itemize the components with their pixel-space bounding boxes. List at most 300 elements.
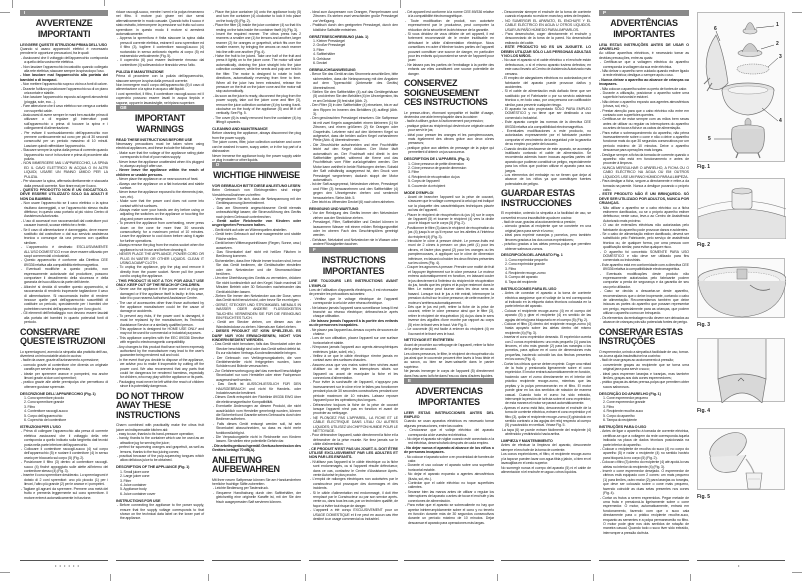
paragraph: Les cônes presseurs, le filtre, le récipient de récupération du jus ainsi que le couvercle peuvent être lavés à l'eau tiède et au savon, ou bien se laver-vaisselle dans le panier supérieur. (404, 351, 494, 369)
paragraph: No sumergir nunca el cuerpo del aparato (5) ni el cable de alimentación ni el enchufe en agua u otros líquidos. (501, 465, 591, 474)
figure-4-label: Fig. 4 (697, 408, 711, 414)
bullet-item: - cómodo gracias al recipiente que se convierte en una original jarra para servir el zumo; (502, 224, 591, 233)
bullet-item: - The cover (6) is easily removed from the container (4) by lifting it upwards. (213, 115, 301, 125)
bullet-item: - Débranchez toujours la fiche de la prise de courant lorsque l'appareil n'est pas en fonction et avant de procéder au nettoyage. (310, 402, 398, 416)
page-number-right: • (738, 563, 741, 568)
section-french-cont (404, 10, 494, 76)
bullet-item: - Certificar-se de estar sempre com as mãos bem secas antes de utilizar ou regular os interruptores do aparelho ou antes de tocar a ficha e os cabos de alimentação. (600, 117, 689, 131)
bullet-item: - Pour éviter la surchauffe de l'appareil, n'appuyez pas incessamment sur le cône et ne le faites pas fonctionner pendant plus de 30 secondes consécutives pendant une période maximum de 10 minutes. Laissez reposer l'appareil pour les opérations plus longues. (310, 380, 398, 403)
numbered-item: 6. Coperchio del contenitore (24, 418, 67, 423)
subheading: READ THESE INSTRUCTIONS BEFORE USE (116, 137, 193, 142)
bullet-item: - Para desligar a ficha, segure-a directamente e retire-a da tomada na parede. Nunca a desligue puxando o próprio cabo. (600, 179, 689, 192)
language-tab: I (20, 10, 108, 16)
section-title: AVVERTENZE IMPORTANTI (35, 18, 93, 39)
paragraph: riduce raccogli-succo, mentre i semi e la polpa rimarranno nel filtro. Il motore può girare nei due sensi alternativamente in modo casuale. Quando tutto il succo è stato estratto, interrompere la pressione sul frutto sul cono spremitore: in questo modo il motore si arresterà automaticamente. (116, 10, 204, 37)
bullet-item: - Ne placez pas l'appareil au-dessus ou près de sources de chaleur. (310, 327, 398, 336)
section-italian-warnings (20, 10, 108, 325)
numbered-item: 5. Appliance body (120, 487, 147, 492)
bullet-item: - Prestar atenção para que o cabo eléctrico não entre em contacto com superfícies quentes. (600, 108, 689, 117)
bullet-item: - Praktisch durch den geeigneten Presskegel, durch den köstliche Saftsäfte entstehen. (310, 23, 398, 32)
numbered-item: 2. Cono exprimidor grande (505, 262, 545, 267)
language-tab: P (599, 10, 689, 16)
bullet-item: - Desconectar siempre el enchufe de la toma de corriente cuando el aparato no está en marcha y antes de limpiarlo. (502, 10, 591, 19)
bullet-item: - To prevent the appliance from overheating, never press down on the cone for more than 30 seconds consecutively, for a maximum period of 10 minutes. Leave the appliance to cool down before using it again for further operations. (117, 221, 204, 243)
bullet-item: - NO SUMERGIR EL APARATO, EL ENCHUFE Y EL CABLE ELÉCTRICO EN AGUA U OTROS LÍQUIDOS. USAR UN PAÑO HÚMEDO PARA LIMPIARLOS. (502, 18, 591, 32)
bullet-item: - Leichte Bedienung per Tastendruck. (213, 486, 269, 491)
warning-bold: - No dejar nunca el aparato al alcance de los niños o de personas incapaces. (404, 445, 494, 455)
numbered-item: 1. Small juicer cone (120, 469, 150, 474)
bullet-item: - Não deixar o aparelho sem cuidado quando estiver ligado à rede eléctrica; desligue-o sempre após o uso. (600, 68, 689, 78)
bullet-item: - Gerät nicht auf oder an Wärmequellen abstellen. (213, 227, 288, 232)
bullet-item: - fácil de usar, gracias al accionamiento a presión; (502, 220, 576, 225)
bullet-item: - Per evitare il surriscaldamento dell'apparecchio non premere continuamente sul cono per più di 30 secondi consecutivi per un periodo massimo di 10 minuti. Lasciare quindi raffreddare l'apparecchio. (21, 130, 108, 148)
numbered-item: 6. Deckel (313, 60, 328, 65)
footer-rule (404, 560, 494, 561)
bullet-item: - No usar el aparato si el cable eléctrico o el enchufe están defectuosos, o si el mismo aparato tuviera defectos; en este caso llevarlo al Centro de Asistencia Autorizado más cercano. (502, 58, 591, 76)
numbered-item: 1. Cone espremedor pequeno (603, 396, 649, 401)
bullet-item: - fácil de usar graças ao accionamento à pressão; (600, 358, 674, 363)
numbered-item: 3. Filter (313, 47, 325, 52)
column-spanish (501, 10, 591, 474)
bullet-item: - Per staccare la spina, afferrarla direttamente e staccarla dalla presa di corrente. Non tirare mai per il cavo. (21, 179, 108, 188)
column-english-german (212, 10, 301, 504)
subheading: REINIGUNG UND WARTUNG (309, 206, 359, 211)
bullet-item: - Das Gerät nicht benutzen, falls das Stromkabel oder der Stecker beschädigt sind oder das Gerät selbst defekt ist. Es zur nächsten Vertrags-Kundendienststelle bringen. (213, 342, 301, 356)
bullet-item: - práctico gracias a las aletas prensa-pulpa que permiten obtener sabrosos zumos. (502, 242, 591, 251)
numbered-item: 5. Corpo do aparelho (603, 413, 635, 418)
bullet-item: - Presskegel, Filter, Saftbehälter und Deckel können in lauwarmem Wasser mit einem milden Reinigungsmittel oder im oberen Fach des Geschirrspülers gereinigt werden. (310, 220, 398, 238)
warning-bold: - DIESES PRODUKT IST KEIN SPIELZEUG. ES DARF NUR VON ERWACHSENEN, NICHT VON KINDERN BEDIENT WERDEN. (212, 329, 301, 343)
bullet-item: - Vérifiez que le voltage électrique de l'appareil corresponde à celui de votre réseau électrique. (310, 296, 398, 306)
numbered-item: 2. Cone espremedor grande (603, 400, 646, 405)
subheading: DESCRIPCIÓN DEL APARATO Fig. 1 (501, 253, 563, 258)
bullet-item: - Gerät keinen Witterungseinflüssen (Regen, Sonne, usw.) aussetzen. (213, 241, 301, 250)
figure-1-label: Fig. 1 (697, 164, 711, 170)
bullet-item: - Si le câble d'alimentation est endommagé, il doit être remplacé par le Constructeur ou par son service après-vente ou, dans tous les cas, par un technicien qualifié, de façon à éviter tout risque de danger. (310, 490, 398, 508)
crop-mark (792, 572, 802, 573)
figure-5-pouring-juice (697, 428, 785, 490)
section-title: IMPORTANT WARNINGS (134, 113, 186, 135)
bullet-item: - Ne laissez jamais l'appareil sans surveillance lorsqu'il est branché au réseau électrique; débranchez-le après chaque utilisation. (310, 305, 398, 319)
bullet-item: - ideale per spremere arance e pompelmi, ma anche limoni grazie ai due coni spremitori; (21, 371, 108, 380)
section-title: ANLEITUNG AUFBEWAHREN (212, 454, 280, 475)
callout-2: 2 (776, 41, 779, 47)
paragraph: Non immergere mai il corpo dell'apparecchio (5) il cavo di alimentazione o la spina in acqua o altri liquidi. (116, 83, 204, 92)
bullet-item: - Um eine Überhitzung des Geräts zu vermeiden, drücken Sie nicht kontinuierlich auf den Kegel. Nach maximal 10 Minuten Betrieb oder 30 Sekunden nacheinander das Gerät abkühlen lassen. (213, 276, 301, 294)
paragraph: Avant de procéder au nettoyage de l'appareil, retirer la fiche de la prise de courant. (404, 342, 494, 352)
numbered-item: 6. Couvercle du récipient (408, 183, 446, 188)
paragraph: Cuando se usan aparatos eléctricos es necesario tomar algunas precauciones, entre las cuales: (404, 419, 494, 428)
bullet-item: - Das Gerät ist AUSSCHLIESSLICH FÜR DEN HAUSGEBRAUCH und nicht für Handels- oder Industriezwecke bestimmt. (213, 382, 301, 395)
bullet-item: - Colocar el filtro (3) dentro del recipiente recoge-zumo (4) hasta apoyarlo sobre las aletas dentro del mismo recipiente (4) (Fig. 3). (502, 322, 591, 335)
paragraph: Ne jamais immerger le corps de l'appareil (5) directement dans l'eau avec la fiche dans l'eau ou dans d'autres liquides. (404, 369, 494, 378)
bullet-item: - NEVER PLACE THE APPLIANCE, POWER CORD OR PLUG IN WATER OR OTHER LIQUIDS. CLEAN IT USING A DAMP CLOTH. (117, 252, 204, 265)
bullet-item: - Inserire il cono spremitore desiderato. Lo spremiagrumi è dotato di 2 coni spremitori: uno più piccolo (1) per i limoni, l'altro più grande (2) per le arance e i pompelmi. (21, 473, 108, 487)
bullet-item: - Colocar o recipiente de recolha do suco (4) no corpo do aparelho (5) e rodar o recipiente (4) no sentido horário para bloqueá-lo no corpo (5) (Fig. 2). (600, 447, 689, 460)
bullet-item: - Para evitar o sobreaquecimento do aparelho, não prima incessantemente sobre o cone e não o deixe o aparelho funcionar mais do que 30 segundos consecutivos por um período máximo de 10 minutos. Deixe o aparelho descansar para operações mais longas. (600, 130, 689, 153)
numbered-item: 5. Corpo dell'apparecchio (24, 413, 63, 418)
bullet-item: - This appliance complies with the EEC 89/336 Directive with regard to electromagnetic compatibility. (117, 335, 204, 345)
bullet-item: - Il coperchio (6) può essere facilmente rimosso dal contenitore (4) sollevandolo e tirandolo verso l'alto. (117, 58, 204, 67)
subheading: ISTRUZIONI PER L'USO (20, 425, 61, 429)
subheading: GERÄTEBESCHREIBUNG (Abb. 1) (309, 34, 369, 39)
subheading: LIRE TOUJOURS LES INSTRUCTIONS AVANT L'EMPLOI (309, 279, 398, 288)
subheading: LEER ESTAS INSTRUCCIONES ANTES DEL EMPLEO (404, 410, 494, 419)
bullet-item: - Se il cavo di alimentazione è danneggiato, deve essere sostituito dal costruttore o dal suo servizio assistenza tecnica o comunque da una persona con qualifica similare. (21, 227, 108, 245)
bullet-item: - Cortar los cítricos que se deben exprimir. Coger una mitad de la fruta y presionarla ligeramente sobre el cono exprimidor. El motor entrará automáticamente en función, haciendo caer el zumo directamente en el interior del práctico recipiente recoge-zumo, mientras que las pepitas y la pulpa permanecerán en el filtro. El motor puede girar en los dos sentidos de rotación de manera casual. Cuando todo el zumo ha sido extraído, interrumpir la presión de la fruta sobre el cono exprimidor; de esta manera el motor se parará automáticamente. (502, 361, 591, 406)
page-number-left: • • • • • • (55, 563, 80, 568)
section-english-cont (212, 10, 301, 162)
subheading: INSTRUÇÕES PARA O USO (599, 425, 647, 429)
paragraph: Los conos exprimidores, el filtro, el recipiente recoge-zumo y la tapa se pueden lavar con agua tibia y jabón, o bien en el lavavajillas en el cesto superior. (501, 452, 591, 466)
bullet-item: - comodo grazie al contenitore che diventa un originale caraffa per servire la spremuta; (21, 362, 108, 372)
crop-mark (593, 574, 594, 581)
paragraph: O espremedor, unindo a simpatia à facilidade de uso, tornar-se-á uma ajuda insubstituível na cozinha: (599, 349, 689, 358)
section-portuguese-keep (599, 325, 689, 536)
crop-mark (0, 12, 10, 13)
bullet-item: - Tagliare gli agrumi da spremere. Premere una metà del frutto e premerla leggermente sul cono spremitore. Il motore entrerà automaticamente in funzione. (21, 486, 108, 500)
bullet-item: - N'exposez jamais l'appareil aux agents atmosphériques extérieurs (pluie, soleil, etc.). (310, 345, 398, 354)
bullet-item: - facile da usare, grazie all'azionamento a pressione; (21, 358, 100, 363)
bullet-item: - Não colocar o aparelho sobre ou perto de fontes de calor. (600, 86, 687, 91)
column-italian-english (116, 10, 204, 521)
bullet-item: - Never leave the appliance unattended when it is plugged in; always unplug it after use. (117, 159, 204, 168)
bullet-item: - Controlar que el cable eléctrico no toque superficies calientes. (405, 481, 494, 490)
bullet-item: - Caso se decida a descartar-se deste aparelho, recomendamos que o deixe inoperante, cortando o cabo de alimentação. Recomendamos também que deixe inócuas as partes do aparelho que possam representar um perigo, especialmente para as crianças, que podem utilizar o aparelho como um brinquedo. (600, 289, 689, 316)
bullet-item: - Never place the appliance on or near sources of heat. (117, 177, 199, 182)
callout-6: 6 (714, 26, 717, 32)
bullet-item: - ideal para exprimir naranjas y pomelos, pero también limones gracias a los dos conos exprimidores; (502, 233, 591, 242)
bullet-item: - prático graças às aletas prensa-polpa que permitem obter sucos saborosos. (600, 380, 689, 389)
paragraph: Ao utilizar aparelhos eléctricos, é necessário tomar as devidas precauções, entre as quais: (599, 51, 689, 60)
paragraph: Prima di procedere con la pulizia dell'apparecchio, staccare sempre la spina dalla presa di corrente. (116, 74, 204, 83)
bullet-item: - Pour débrancher l'appareil, saisir directement la fiche et la débrancher de la prise murale. Ne tirez jamais sur le câble d'alimentation. (310, 433, 398, 447)
crop-mark (208, 574, 209, 581)
bullet-item: - Gerät am Stecker ziehen, um diesen aus der Wandsteckdose zu ziehen. Niemals am Kabel ziehen. (213, 320, 301, 329)
numbered-item: 6. Juice container cover (120, 491, 156, 496)
bullet-item: - Lors de son utilisation, placez l'appareil sur une surface horizontale et stable. (310, 336, 398, 345)
section-french-keep (404, 76, 494, 378)
numbered-item: 1. Cono exprimidor pequeño (505, 257, 548, 262)
numbered-item: 5. Cuerpo del aparato (505, 275, 538, 280)
bullet-item: - Avant de brancher l'appareil sur la prise de courant, s'assurer que le voltage correspond à celui qui est indiqué sur la plaquette des caractéristiques techniques placée au bas de l'appareil. (405, 194, 494, 213)
bullet-item: - Secarse bien las manos antes de utilizar o regular los interruptores del aparato o antes de tocar el enchufe y las conexiones de alimentación. (405, 489, 494, 503)
bullet-item: - Durante l'utilizzo posizionare l'apparecchio su di un piano orizzontale e stabile. (21, 86, 108, 95)
bullet-item: - Never leave the appliance exposed to the elements (rain, sun, etc). (117, 190, 204, 199)
bullet-item: - Das Stromkabel darf nicht mit heißen Flächen in Berührung kommen. (213, 249, 301, 259)
section-german-warnings (212, 162, 301, 452)
section-german-keep (212, 453, 301, 504)
bullet-item: - Este aparelho está em conformidade com a directiva CEE 89/336 relativa à compatibilidade electromagnética. (600, 262, 689, 272)
paragraph: Quando si usano apparecchi elettrici è necessario prendere le opportune precauzioni, fra le quali: (20, 46, 108, 56)
bullet-item: - Ne laissez pas les parties de l'emballage à la portée des enfants car elles constituent une source potentielle de danger. (405, 62, 494, 76)
subheading: NETTOYAGE ET ENTRETIEN (404, 338, 454, 343)
warning-bold: - ESTE PRODUTO NÃO É UM BRINQUEDO. SÓ DEVE SER UTILIZADO POR ADULTOS, NUNCA POR CRIANÇAS. (599, 192, 689, 206)
section-italian-cleaning (116, 10, 204, 105)
numbered-item: 4. Recipiente recoge-zumo (505, 271, 546, 276)
bullet-item: - Durante a utilização, posicionar o aparelho sobre uma superfície horizontal e estável. (600, 90, 689, 100)
callout-3: 3 (779, 54, 782, 60)
subheading: MODE D'EMPLOI (404, 190, 434, 195)
paragraph: Mit Ihrer neuen Saftpresse können Sie am Handumdrehen herrliche fruchtige Säfte zubereiten. (212, 477, 301, 486)
paragraph: Lors de l'utilisation d'appareils électriques, il est nécessaire de prendre les précautions suivantes: (309, 287, 398, 297)
section-german-cont (309, 10, 398, 247)
bullet-item: - To unplug the appliance, grip the plug and remove it directly from the power socket. Never pull the power cord to unplug the appliance. (117, 265, 204, 279)
bullet-item: - Cortar os frutos a serem espremidos. Pegar metade de uma fruta e pressioná-la ligeiramente sobre o cone espremedor. O motor, automaticamente, entrará em funcionamento, fazendo com que o suco caia directamente para o prático recipiente recolhe-suco, enquanto as sementes e a polpa permanecerão no filtro. O motor pode girar nos dois sentidos de rotação de maneira casual. Quando todo o suco tiver sido extraído, interromper a pressão da fruta. (600, 495, 689, 535)
section-title: ADVERTENCIAS IMPORTANTES (415, 386, 483, 408)
bullet-item: - Dès que le jus est prêt, retirer la fiche de la prise de courant, retirer le cône presseur ainsi que le filtre (3), retirer le récipient de récupération (4) du jus dans le sens inverse des aiguilles d'une montre par rapport au corps (5) et en le tirant vers le haut. Voir Fig. 5. (405, 305, 494, 327)
crop-mark (104, 0, 105, 6)
bullet-item: - Ziehen Sie immer den Netzstecker aus der Dose, wenn das Gerät nicht benutzt wird, oder bevor Sie es reinigen. (213, 293, 301, 303)
callout-1: 1 (776, 22, 779, 28)
bullet-item: - Não deixar o aparelho exposto aos agentes atmosféricos (chuva, sol, etc.). (600, 99, 689, 109)
section-italian-keep (20, 325, 108, 500)
bullet-item: - idéal pour presser les oranges et les pamplemousses, mais également des citrons grâce aux deux cônes presseurs; (405, 132, 494, 146)
paragraph: Lo spremiagrumi, avendo la simpatia alla praticità dell'uso, diventerà un irrinunciabile aiuto in cucina: (20, 349, 108, 358)
numbered-item: 3. Filtro (505, 266, 517, 271)
bullet-item: - Assicurarsi che il voltaggio dell'apparecchio corrisponda a quello della vostra rete elettrica. (21, 55, 108, 65)
language-tab: GB (116, 105, 204, 111)
bullet-item: - Vergewissern Sie sich, dass die Netzspannung mit der Gerätespannung übereinstimmt. (213, 197, 301, 206)
bullet-item: - easy to use, thanks to its hand-pressure operation; (117, 432, 195, 436)
bullet-item: - Dieses Gerät entspricht der Richtlinie 89/336 EWG über die elektromagnetische Kompatibilität. (213, 395, 301, 404)
bullet-item: - facile à utiliser, grâce à l'actionnement par pression; (405, 119, 484, 124)
bullet-item: - No dejar el aparato sin vigilar cuando esté conectado a la red eléctrica, desenchufarlo después de cada empleo. (405, 437, 494, 446)
bullet-item: - Always use the appliance on a flat horizontal and stable surface. (117, 181, 204, 190)
numbered-item: 2. Cône presseur de grande dimension (408, 165, 467, 170)
bullet-item: - Este aparato cumple las normas de la directiva CEE 89/336 relativa a la compatibilidad electromagnética. (502, 120, 591, 129)
section-spanish-warnings (404, 378, 494, 525)
crop-mark (690, 574, 691, 581)
bullet-item: - Los elementos del embalaje no se tienen que dejar al alcance de los niños ya que constituyen fuentes potenciales de peligro. (502, 173, 591, 186)
bullet-item: - Non mettere l'apparecchio sopra o vicino a fonti di calore. (21, 82, 108, 87)
subheading: DESCRIZIONE DELL'APPARECCHIO (Fig. 1) (20, 391, 96, 396)
footer-rule (309, 560, 398, 561)
bullet-item: - Inserir o cone espremedor desejado. O espremedor de citrinos está equipado com 2 cones: um mais pequeno (1) para limões, outro maior (2) para laranjas ou toranjas, que deve ser colocado sobre o cone mais pequeno, fazendo coincidir as duas setas presentes nos cones (Fig. 4). (600, 469, 689, 496)
bullet-item: - Before connecting the appliance to the power supply, ensure that the supply voltage corresponds to that shown on the technical data label on the lower part of the appliance. (117, 503, 204, 521)
bullet-item: - Stellen Sie den Saftbehälter (4) auf das Gerätegehäuse (5) und drehen Sie den Behälter (4) im Uhrzeigersinn, bis er am Gehäuse (5) fest sitzt (Abb. 2). (310, 89, 398, 103)
bullet-item: - Non lasciare l'apparecchio incustodito quando collegato alla rete elettrica; staccare sempre la spina dopo l'uso. (21, 64, 108, 73)
section-spanish-keep (501, 186, 591, 474)
bullet-item: - ideal para espremer laranjas e toranjas, mas também limões, graças aos dois cones espremedores; (600, 371, 689, 380)
section-english-warnings (116, 105, 204, 389)
bullet-item: - Die Zitrusfrüchte aufschneiden und eine Fruchthälfte leicht auf den Kegel drücken. Der Motor läuft automatisch an. Der Fruchtsaft wird direkt in den Saftbehälter geleitet, während die Kerne und das Fruchtfleisch vom Filter zurückgehalten werden. Der Motor kann wahlfrei in beide Richtungen drehen. Sobald der Saft vollständig ausgepresst ist, den Druck vom Presskegel wegnehmen; dadurch stoppt der Motor automatisch. (310, 142, 398, 183)
bullet-item: - This appliance is designed for HOME USE ONLY and may not be used for commercial or industrial purposes. (117, 327, 204, 336)
bullet-item: - Der Gebrauch von Verlängerungskabeln, die vom Gerätehersteller nicht freigegeben wurden, kann Schäden und Brände verursachen. (213, 355, 301, 369)
bullet-item: - practical because of the pulp-squeezing tongues which allow delicious juice to be obtained. (117, 454, 204, 463)
numbered-item: 1. Cône presseur de petite dimension (408, 161, 464, 166)
bullet-item: - Always make sure your hands are dry before using or adjusting the switches on the appliance or touching the plug and power connections. (117, 208, 204, 221)
bullet-item: - Gerät beim Gebrauch auf eine waagerechte und stabile Fläche stellen. (213, 232, 301, 241)
bullet-item: - Os elementos da embalagem não devem ser deixados ao alcance de crianças pois são potenciais fontes de perigo. (600, 315, 689, 325)
paragraph: Before cleaning the appliance, always disconnect the plug from the power supply. (212, 131, 301, 140)
bullet-item: - pratique grâce aux ailettes de pressage de la pulpe qui permettent d'obtenir un jus savoureux. (405, 145, 494, 155)
bullet-item: - Always remove the plug from the mains socket when the appliance is not in use and before cleaning it. (117, 243, 204, 252)
section-french-warnings (309, 247, 398, 522)
subheading: LEIA ESTAS INSTRUÇÕES ANTES DE USAR O APARELHO (599, 42, 689, 51)
warning-bold: - Ne laissez jamais l'appareil à la portée des enfants ou de personnes incapables. (309, 318, 398, 328)
section-english-keep (116, 389, 204, 521)
bullet-item: - The use of accessories other than those authorised by the appliance manufacturer could be the cause of damage or accidents. (117, 300, 204, 314)
paragraph: I coni spremitori, il filtro, il contenitore raccogli-succo ed il coperchio possono essere lavati in acqua tiepida e sapone, oppure in lavastoviglie, nel ripiano superiore. (116, 91, 204, 105)
bullet-item: - El aparato ha sido proyectado SÓLO PARA EMPLEO DOMÉSTICO y no tiene que ser destinado a uso comercial o industrial. (502, 106, 591, 120)
bullet-item: - L'uso di accessori non raccomandati dal costruttore può causare incendi, scosse elettriche o ferite. (21, 218, 108, 228)
bullet-item: - Para evitar que el aparato se sobrecaliente no hay que apretar ininterrumpidamente sobre el cono y no tenerlo en función durante más de 30 segundos consecutivos durante un período máximo de 10 minutos. Dejar descansar el aparato para operaciones más largas. (405, 503, 494, 525)
bullet-item: - Insert the required reamer. The citrus press has 2 reamers: a smaller one (1) for lemons and another, larger reamer (2) for oranges or grapefruit, which fits over the smaller reamer, by bringing the arrows on each reamer into line with one another (Fig. 4). (213, 32, 301, 54)
numbered-item: 5. Gehäuse (313, 56, 331, 61)
bullet-item: - conveniente graças ao recipiente que se torna uma original jarra para servir o suco; (600, 362, 689, 372)
paragraph: The juicer cones, filter, juice collection container and cover can be washed in warm, soapy water, or in the top part of a dishwasher. (212, 140, 301, 154)
bullet-item: - L'emploi de rallonges électriques non autorisées par le constructeur peut provoquer des dommages et des incidents. (310, 477, 398, 491)
bullet-item: - Introduire le cône à presser désiré. Le presse-fruits est muni de 2 cônes à presser: un plus petit (1) pour les citrons, et l'autre plus grand (2) pour les oranges ou les pamplemousses, à appliquer sur le cône de dimension inférieure, en faisant coïncider les deux flèches présentes sur les cônes (Fig. 4). (405, 238, 494, 265)
section-portuguese-warnings (599, 10, 689, 325)
bullet-item: - Eventuelle Änderungen an diesem Produkt, die nicht ausdrücklich vom Hersteller genehmigt wurden, können die Sicherheit und Garantie seines Gebrauchs durch den Bediener aufheben. (213, 404, 301, 422)
bullet-item: - Place the juice container (4) onto the appliance body (5) and turn the container (4) clockwise to lock it into place on the body (5) (Fig. 2). (213, 10, 301, 23)
column-italian (20, 10, 108, 500)
bullet-item: - Halve the fruit to be juiced. Take one half of the fruit and press it lightly on to the juicer cone. The motor will start automatically, draining the juice straight into the juice collection container, while the seeds and pulp are held in the filter. The motor is designed to rotate in both directions, automatically reversing from time to time. When all the juice has been extracted, release the pressure on the fruit on the juicer cone and the motor will stop automatically. (213, 54, 301, 94)
warning-bold: - Nunca deixar o aparelho ao alcance de crianças ou incapazes. (599, 77, 689, 87)
crop-mark (110, 574, 111, 581)
bullet-item: - Si vous décidez de vous défaire de cet appareil, il est fortement recommandé de le rendre inutilisable en détruisant le câble d'alimentation électrique. Nous conseillons en outre d'éliminer toutes parties de l'appareil pouvant constituer une source de danger, en particulier pour les enfants qui pourraient se servir de l'appareil pour jouer. (405, 32, 494, 63)
bullet-item: - Make sure that the power cord does not come into contact with hot surfaces. (117, 199, 204, 208)
bullet-item: - Packaging must never be left within the reach of children since it is potentially dangerous. (117, 379, 204, 389)
bullet-item: - Se o cabo de alimentação estiver danificado, deverá ser substituído pelo Fabricante, pelo serviço de assistência técnica ou, de qualquer forma, por uma pessoa com qualificação similar, para evitar qualquer risco. (600, 231, 689, 250)
bullet-item: - Questo apparecchio è conforme alla Direttiva CEE 89/336 relativa alla compatibilità elettromagnetica. (21, 258, 108, 267)
bullet-item: - Cet appareil est conforme à la norme CEE 89/336 relative à la compatibilité électromagnétique. (405, 10, 494, 19)
bullet-item: - No dejar el aparato expuesto a agentes atmosféricos (lluvia, sol, etc.). (405, 472, 494, 481)
bullet-item: - Die Verpackungsteile nicht in Reichweite von Kindern lassen. Sie stellen eine potentielle Gefahr dar. (213, 434, 301, 444)
section-title: CONSERVEZ SOIGNEUSEMENT CES INSTRUCTIONS (404, 78, 488, 108)
footer-rule (20, 560, 108, 561)
numbered-item: 3. Filtre (408, 170, 420, 175)
subheading: GEBRAUCHSANWEISUNG (309, 67, 356, 72)
section-title: CONSERVAR ESTAS INSTRUÇÕES (599, 326, 683, 346)
bullet-item: - Durante el uso colocar el aparato sobre una superficie horizontal estable. (405, 463, 494, 472)
bullet-item: - Certificar-se que a voltagem eléctrica do aparelho corresponda à voltagem da sua rede eléctrica. (600, 60, 689, 69)
bullet-item: - Apenas el zumo está listo, desconectar el enchufe de la toma de corriente eléctrica, extraer el cono exprimidor y el filtro (3), quitar el recipiente recoge-zumo (4) girándolo en sentido contrario a las agujas del reloj respecto al cuerpo (5) y sacándolo en vertical. Véase Fig. 5. (502, 405, 591, 428)
figure-1-exploded-juicer (697, 12, 785, 162)
numbered-item: 1. Kleiner Presskegel (313, 38, 345, 43)
bullet-item: - pratique grâce au récipient qui devient une originale carafe pour servir le jus; (405, 123, 494, 133)
section-title: WICHTIGE HINWEISE (213, 170, 300, 181)
numbered-item: 1. Cono spremitore piccolo (24, 396, 65, 401)
section-title: CONSERVARE QUESTE ISTRUZIONI (20, 326, 106, 346)
footer-rule (697, 560, 785, 561)
numbered-item: 3. Filter (120, 478, 132, 483)
bullet-item: - Sicherstellen, dass Ihre Hände immer trocken sind, bevor Sie das Gerät bedienen, die Gerätschalter einstellen oder den Netzstecker und die Stromanschlüsse berühren. (213, 258, 301, 276)
bullet-item: - Bevor Sie das Gerät an das Stromnetz anschließen, bitte sicherstellen, dass die Netzspannung mit den Angaben auf dem Typenschild (Unterseite des Geräts) übereinstimmt. (310, 72, 398, 90)
subheading: DESCRIPTION DE L'APPAREIL (Fig. 1) (404, 157, 470, 162)
bullet-item: - handy, thanks to the container which can be used as an attractive jug for serving the juice; (117, 436, 204, 445)
paragraph: Charm combined with practicality make the citrus fruit juicer an indispensable kitchen aid: (116, 423, 204, 432)
bullet-item: - Antes de ligar o aparelho à tomada de corrente eléctrica, certificar-se que a voltagem da rede corresponda àquela indicada na placa de dados técnicos posicionada na parte inferior do aparelho. (600, 429, 689, 447)
bullet-item: - NUNCA MERGULHAR O APARELHO, A FICHA OU O CABO ELÉCTRICO NA ÁGUA OU EM OUTROS LÍQUIDOS. USE UM PANO HÚMIDO PARA A LIMPEZA. (600, 165, 689, 179)
figure-3-label: Fig. 3 (697, 322, 711, 328)
crop-mark (305, 574, 306, 581)
bullet-item: - Staccare sempre la spina dalla presa di corrente quando l'apparecchio non è in funzione e prima di procedere alla pulizia. (21, 148, 108, 162)
section-title: ADVERTÊNCIAS IMPORTANTES (610, 18, 678, 39)
bullet-item: - Gli elementi dell'imballaggio non devono essere lasciati alla portata dei bambini in quanto potenziali fonti di pericolo. (21, 311, 108, 325)
warning-bold: - QUESTO PRODOTTO NON È UN GIOCATTOLO. DEVE ESSERE UTILIZZATO SOLO DA ADULTI E NON DA BAMBINI. (20, 187, 108, 201)
bullet-item: - Toute modification de produit, non autorisée expressément par le producteur, peut comporter la réduction de la sécurité et la déchéance de la garantie. (405, 18, 494, 32)
numbered-item: 2. Large juicer cone (120, 474, 150, 479)
bullet-item: - Eventuais modificações deste produto não expressamente autorizadas pelo fabricante podem comportar a perda de segurança e da garantia de seu uso pelo utilizador. (600, 271, 689, 289)
bullet-item: - Colocar el recipiente recoge-zumo (4) en el cuerpo del aparato (5) y girar el recipiente (4) en sentido de las agujas del reloj para bloquearlo en el cuerpo (5) (Fig. 2). (502, 308, 591, 322)
bullet-item: - Prima di collegare l'apparecchio alla presa di corrente elettrica assicurarsi che il voltaggio della rete corrisponda a quello indicato sulla targhetta dati tecnici posta nella parte inferiore dell'apparecchio. (21, 429, 108, 447)
column-german-french (309, 10, 398, 521)
bullet-item: - Make sure that the voltage of the appliance rating plate corresponds to that of your mains supply. (117, 150, 204, 160)
subheading: PULIZIA E MANUTENZIONE (116, 69, 164, 74)
bullet-item: - Ist der Saft ausgepresst, Netzstecker ziehen, Presskegel und Filter (3) herausnehmen und den Saftbehälter (4) gegen den Uhrzeigersinn drehen und senkrecht herausziehen. Siehe Abb. 5. (310, 182, 398, 200)
bullet-item: - L'appareil a été conçu EXCLUSIVEMENT pour un USAGE DOMESTIQUE et il ne peut en aucun cas être destiné à un usage commercial ou industriel. (310, 508, 398, 522)
language-tab: F (309, 247, 398, 253)
figure-5-label: Fig. 5 (697, 494, 711, 500)
bullet-item: - perfect for squeezing oranges and grapefruit, as well as lemons, thanks to the two juicing cones; (117, 445, 204, 454)
bullet-item: - Non lasciare l'apparecchio esposto ad agenti atmosferici (pioggia, sole, ecc...). (21, 95, 108, 104)
bullet-item: - L'apparecchio è destinato ESCLUSIVAMENTE ALL'USO DOMESTICO e non deve essere utilizzato per scopi commerciali o industriali. (21, 245, 108, 258)
bullet-item: - Placer le récipient de récupération du jus (4) sur le corps de l'appareil (5) et tourner le récipient (4) vers la droite pour le bloquer sur le corps (5) (Fig. 2). (405, 212, 494, 226)
bullet-item: - Den Filter (3) in den Saftbehälter (4) einsetzen, bis er auf den Rippen im Inneren des Behälters (4) aufliegt (Abb. 3). (310, 103, 398, 116)
bullet-item: - Cuando decida deshacerse de este aparato, se aconseja inutilizarlo cortando el cable de alimentación. Se recomienda además hacer inocuas aquellas partes del aparato que pudieran constituir un peligro, especialmente para los niños que podrían utilizar el aparato para sus juegos. (502, 146, 591, 173)
numbered-item: 4. Récipient de récupération du jus (408, 174, 460, 179)
bullet-item: - Never use the appliance if the power cord or plug are damaged or if the appliance itself is faulty: in this case, take it to your nearest Authorised Assistance Centre. (117, 287, 204, 301)
bullet-item: - Non usare l'apparecchio se il cavo elettrico o la spina risultano danneggiati, o se l'apparecchio stesso risulta difettoso; in questo caso portarlo al più vicino Centro di Assistenza Autorizzato. (21, 201, 108, 219)
callout-4: 4 (779, 118, 782, 124)
numbered-item: 4. Juice container (120, 482, 147, 487)
numbered-item: 3. Filtro (603, 404, 615, 409)
bullet-item: - GERÄT, STECKER UND STROMKABEL NIEMALS IN WASSER ODER ANDERE FLÜSSIGKEITEN TAUCHEN. VERWENDEN SIE FÜR DIE REINIGUNG EIN FEUCHTES TUCH. (213, 302, 301, 320)
subheading: DESCRIPTION OF THE APPLIANCE (Fig. 1) (116, 465, 190, 470)
bullet-item: - Para desenchufar, coger directamente el enchufe y desconectarlo de la toma de la pared. No desenchufar estirando del cable. (502, 32, 591, 45)
bullet-item: - Posizionare il filtro (3) dentro al contenitore raccogli-succo (4) finché appoggiato sulle alette all'interno del contenitore stesso (4) (Fig. 3). (21, 460, 108, 474)
bullet-item: - O aparelho foi concebido SOMENTE PARA USO DOMÉSTICO e não deve ser utilizado para fins comerciais ou industriais. (600, 249, 689, 263)
crop-mark (497, 574, 498, 581)
warning-bold: - THIS PRODUCT IS NOT A TOY. FOR ADULT USE ONLY. KEEP OUT OF THE REACH OF CHILDREN. (116, 278, 204, 287)
figure-3-filter (697, 258, 785, 318)
bullet-item: - Den leicht zu öffnenden Deckel (6) nach oben abheben. (310, 200, 395, 205)
subheading: INSTRUCCIONES PARA EL USO (501, 286, 557, 291)
language-tab: D (212, 162, 301, 168)
paragraph: El exprimidor, uniendo la simpatía a la facilidad de uso, se convertirá en una insustituible ayuda en cocina: (501, 211, 591, 220)
bullet-item: - Das am Stromnetz angeschlossene Gerät niemals unbeaufsichtigt lassen; die Stromzuführung des Geräts nach jedem Gebrauch unterbrechen. (213, 205, 301, 219)
bullet-item: - Allorché si decida di smaltire questo apparecchio, si raccomanda di renderlo inoperante tagliandone il cavo di alimentazione. Si raccomanda inoltre di rendere innocue quelle parti dell'apparecchio suscettibili di costituire un pericolo, specialmente per i bambini che potrebbero servirsi dell'apparecchio per i loro giochi. (21, 284, 108, 311)
bullet-item: - Collocare il contenitore raccogli-succo (4) sul corpo dell'apparecchio (5) e ruotare il contenitore (4) in senso orario per bloccarlo sul corpo (5) (Fig. 2). (21, 447, 108, 460)
numbered-item: 6. Tampa do recipiente (603, 418, 637, 423)
crop-mark (792, 12, 802, 13)
bullet-item: - Assicurarsi di avere sempre le mani ben asciutte prima di utilizzare o di regolare gli interruttori posti sull'apparecchio o prima di toccare la spina e i collegamenti di alimentazione. (21, 113, 108, 131)
bullet-item: - Veillez à ce que le câble électrique n'entre jamais en contact avec des surfaces chaudes. (310, 354, 398, 363)
warning-bold: - Die arbeitsgeräuschgemäß Geräuschemission des Gerätes beträgt 70 dB(A). (212, 443, 301, 453)
bullet-item: - Não utilizar o aparelho se o cabo eléctrico ou a ficha estiverem danificados, ou se o próprio aparelho estiver defeituoso; neste caso, leve-o ao Centro de Assistência Autorizado mais próximo. (600, 205, 689, 223)
bullet-item: - Bequeme Handhabung durch den Saftbehälter, der gleichzeitig eine originelle Karaffe ist, mit der Sie den frisch ausgepressten Saft servieren können. (213, 490, 301, 504)
footer-rule (212, 560, 301, 561)
bullet-item: - Place the filter (3) inside the juice container (4) so that it is resting on the tabs inside the container itself (4) (Fig. 3). (213, 23, 301, 32)
numbered-item: 2. Cono spremitore grande (24, 400, 65, 405)
bullet-item: - Colocar o filtro (3) dentro do recipiente (4) até apoiá-lo nas aletas no interior do recipiente (4) (Fig. 3). (600, 460, 689, 469)
numbered-item: 4. Recipiente recolhe-suco (603, 409, 644, 414)
bullet-item: - To prevent any risks, if the power cord is damaged, it must be replaced by the manufacturer, its Technical Assistance Service or a similarly qualified person. (117, 313, 204, 327)
subheading: INSTRUCTIONS FOR USE (116, 498, 161, 503)
paragraph: Beim Gebrauch von Elektrogeräten sind einige Vorsichtsmaßnahmen zu treffen: (212, 188, 301, 197)
bullet-item: - As soon as the juice is ready, disconnect the plug from the power supply, take out the juicer cone and filter (3), remove the juice collection container (4) by turning it anti-clockwise on the body of the appliance (5) and lift it off vertically. See Fig. 5. (213, 93, 301, 116)
bullet-item: - Den gewünschten Presskegel einsetzen. Die Saftpresse ist mit zwei Kegeln ausgestattet: einem kleineren (1) für Zitronen, und einem größeren (2) für Orangen oder Grapefruits. Letzterer wird auf den kleineren Kegel so aufgesetzt, dass die beiden außen Kegel vorhandenen Pfeile (Abb. 4) übereinstimmen. (310, 116, 398, 143)
language-tab: E (404, 378, 494, 384)
bullet-item: - Insertar el cono exprimidor deseado. El exprimidor cuenta con 2 conos exprimidores: uno más pequeño (1) para los limones, el otro más grande (2) para las naranjas o los pomelos, para aplicar en el cono de dimensiones más pequeñas, haciendo coincidir las dos flechas presentes en los conos (Fig. 4). (502, 335, 591, 362)
numbered-item: 2. Großer Presskegel (313, 43, 346, 48)
subheading: VOR GEBRAUCH BITTE DIESE ANLEITUNG LESEN (212, 183, 301, 188)
bullet-item: - In the event that you decide to dispose of the appliance, we advise you to make it inoperable by cutting off the power cord. We also recommend that any parts that could be dangerous be rendered harmless, especially for children, who may play with the appliance or its parts. (117, 357, 204, 380)
section-spanish-cont (501, 10, 591, 186)
